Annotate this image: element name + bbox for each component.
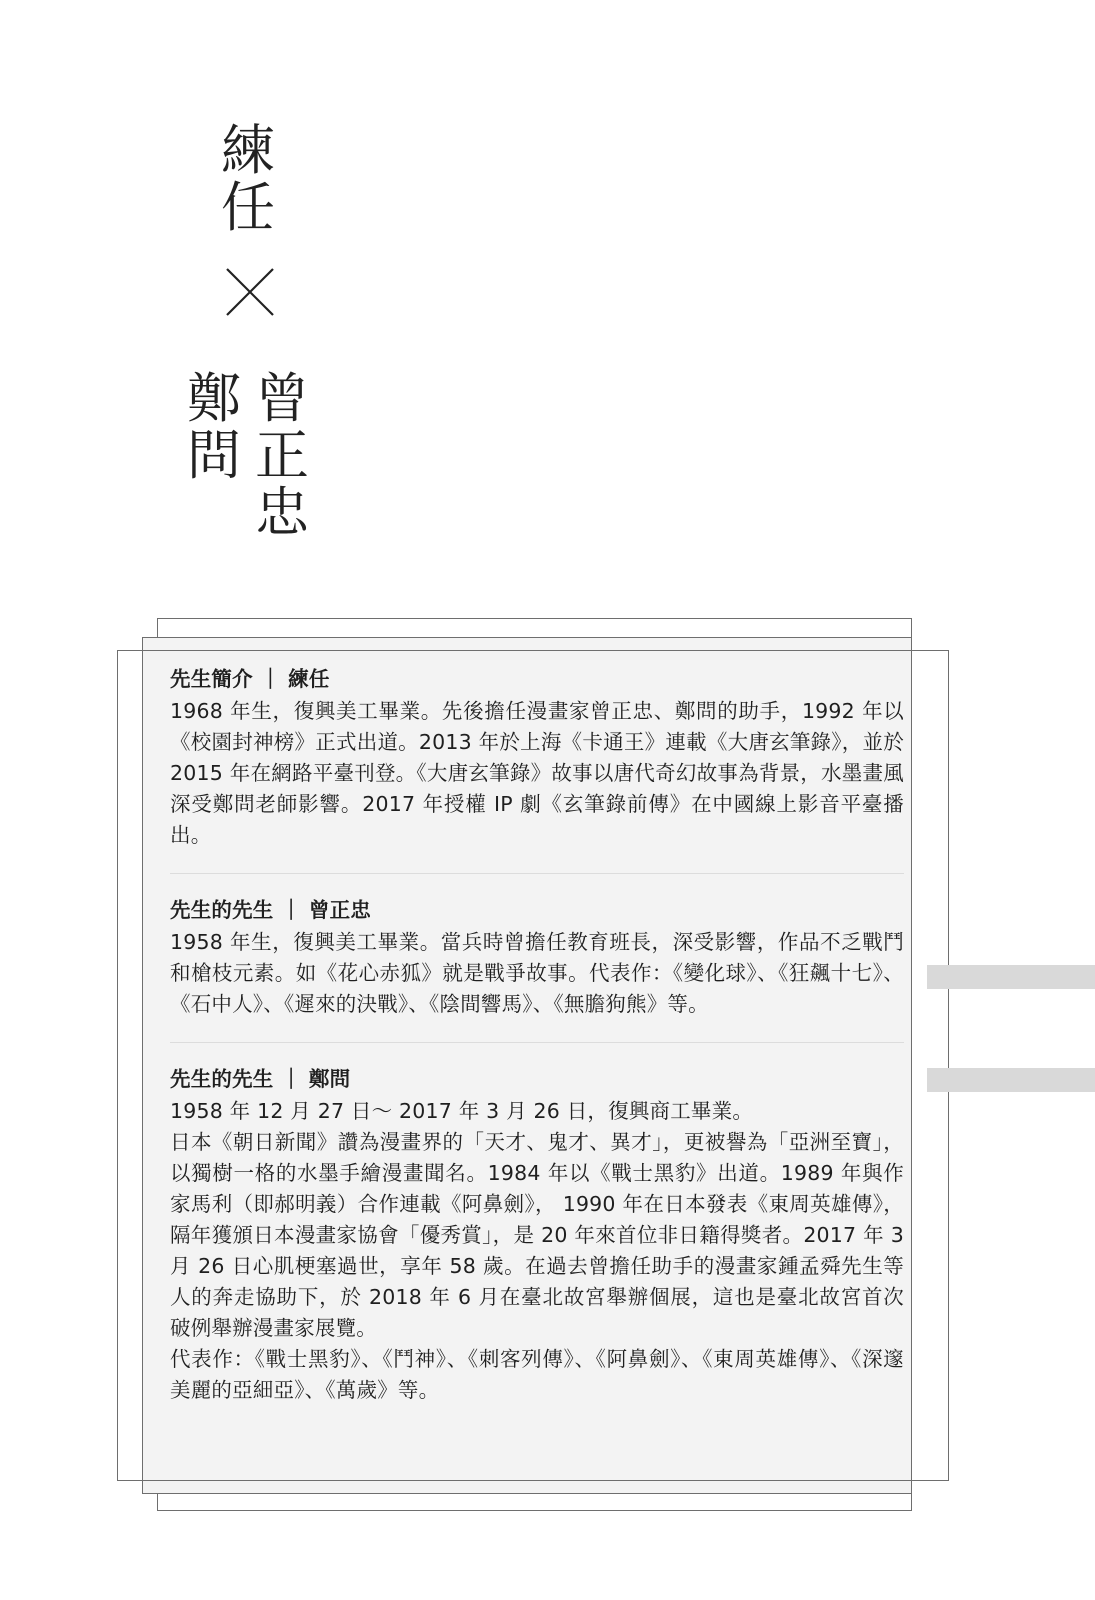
title-char: 任 bbox=[221, 176, 275, 239]
decorative-bar-upper bbox=[927, 965, 1095, 989]
section-title: 先生的先生 ｜ 曾正忠 bbox=[170, 898, 371, 922]
section-paragraph: 1958 年生，復興美工畢業。當兵時曾擔任教育班長，深受影響，作品不乏戰鬥和槍枝元素。如《花心赤狐》就是戰爭故事。代表作：《變化球》、《狂飆十七》、《石中人》、《遲來的決戰》、《陰間響馬》、《無膽狗熊》等。 bbox=[170, 930, 904, 1016]
bio-section-lianren bbox=[170, 664, 904, 851]
title-name-zengzhengzhong bbox=[252, 367, 312, 544]
section-paragraph: 1968 年生，復興美工畢業。先後擔任漫畫家曾正忠、鄭問的助手，1992 年以《校園封神榜》正式出道。2013 年於上海《卡通王》連載《大唐玄筆錄》，並於 2015 年在網路平臺刊登。《大唐玄筆錄》故事以唐代奇幻故事為背景，水墨畫風深受鄭問老師影響。2017 年授權 IP 劇《玄筆錄前傳》在中國線上影音平臺播出。 bbox=[170, 699, 904, 847]
section-paragraph: 日本《朝日新聞》讚為漫畫界的「天才、鬼才、異才」，更被譽為「亞洲至寶」，以獨樹一格的水墨手繪漫畫聞名。1984 年以《戰士黑豹》出道。1989 年與作家馬利（即郝明義）合作連載《阿鼻劍》， 1990 年在日本發表《東周英雄傳》，隔年獲頒日本漫畫家協會「優秀賞」，是 20 年來首位非日籍得獎者。2017 年 3 月 26 日心肌梗塞過世，享年 58 歲。在過去曾擔任助手的漫畫家鍾孟舜先生等人的奔走協助下，於 2018 年 6 月在臺北故宮舉辦個展，這也是臺北故宮首次破例舉辦漫畫家展覽。 bbox=[170, 1130, 904, 1340]
bio-section-zhengwen bbox=[170, 1064, 904, 1406]
section-title: 先生簡介 ｜ 練任 bbox=[170, 667, 330, 691]
decorative-bar-lower bbox=[927, 1068, 1095, 1092]
title-char: 鄭 bbox=[187, 367, 241, 430]
title-char: 正 bbox=[255, 424, 309, 487]
section-paragraph: 1958 年 12 月 27 日～ 2017 年 3 月 26 日，復興商工畢業。 bbox=[170, 1099, 754, 1123]
section-divider bbox=[170, 1042, 904, 1043]
bio-section-zengzhengzhong bbox=[170, 895, 904, 1020]
title-char: 練 bbox=[221, 119, 275, 182]
title-char: 問 bbox=[187, 424, 241, 487]
title-name-lianren bbox=[218, 119, 278, 239]
title-char: 忠 bbox=[255, 481, 309, 544]
title-name-zhengwen bbox=[184, 367, 244, 487]
section-paragraph: 代表作：《戰士黑豹》、《鬥神》、《刺客列傳》、《阿鼻劍》、《東周英雄傳》、《深邃美麗的亞細亞》、《萬歲》等。 bbox=[170, 1347, 904, 1402]
bio-content bbox=[170, 664, 904, 1406]
cross-icon bbox=[224, 266, 276, 318]
title-char: 曾 bbox=[255, 367, 309, 430]
section-divider bbox=[170, 873, 904, 874]
section-title: 先生的先生 ｜ 鄭問 bbox=[170, 1067, 351, 1091]
